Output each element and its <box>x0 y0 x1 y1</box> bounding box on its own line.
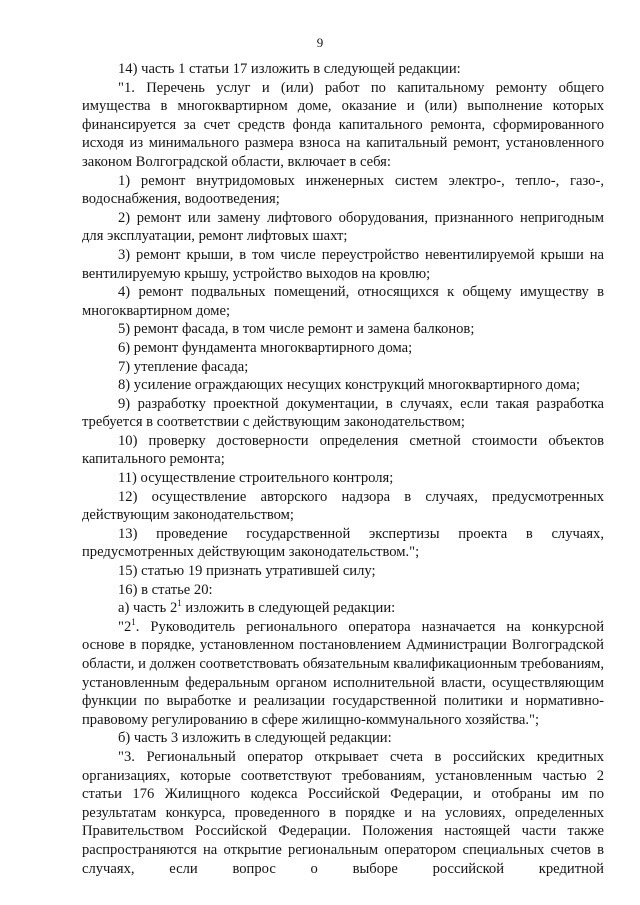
paragraph: 14) часть 1 статьи 17 изложить в следующей редакции: <box>118 61 461 77</box>
paragraph: 16) в статье 20: <box>118 581 213 598</box>
text-segment: а) часть 2 <box>118 600 178 617</box>
list-item: 13) проведение государственной экспертизы проекта в случаях, предусмотренных действующим законодательством."; <box>82 525 604 561</box>
list-item: 5) ремонт фасада, в том числе ремонт и замена балконов; <box>118 321 475 338</box>
paragraph: б) часть 3 изложить в следующей редакции: <box>118 730 392 747</box>
paragraph <box>82 618 604 730</box>
paragraph <box>82 599 604 618</box>
page-number: 9 <box>316 35 324 50</box>
text-segment: изложить в следующей редакции: <box>181 600 396 617</box>
list-item: 6) ремонт фундамента многоквартирного дома; <box>118 339 413 356</box>
list-item: 3) ремонт крыши, в том числе переустройство невентилируемой крыши на вентилируемую крышу, устройство выходов на кровлю; <box>82 246 604 282</box>
list-item: 12) осуществление авторского надзора в случаях, предусмотренных действующим законодательством; <box>82 488 604 524</box>
list-item: 8) усиление ограждающих несущих конструкций многоквартирного дома; <box>118 377 581 394</box>
paragraph: "3. Региональный оператор открывает счета в российских кредитных организациях, которые соответствуют требованиям, установленным частью 2 статьи 176 Жилищного кодекса Российской Федерации, и отобраны им по результатам конкурса, проведенного в порядке и на условиях, определенных Правительством Российской Федерации. Положения настоящей части также распространяются на открытие региональным оператором специальных счетов в случаях, если вопрос о выборе российской кредитной <box>82 748 604 877</box>
paragraph: "1. Перечень услуг и (или) работ по капитальному ремонту общего имущества в многоквартирном доме, оказание и (или) выполнение которых финансируется за счет средств фонда капитального ремонта, сформированного исходя из минимального размера взноса на капитальный ремонт, установленного законом Волгоградской области, включает в себя: <box>82 79 604 170</box>
paragraph: 15) статью 19 признать утратившей силу; <box>118 563 376 580</box>
list-item: 7) утепление фасада; <box>118 358 249 375</box>
list-item: 10) проверку достоверности определения сметной стоимости объектов капитального ремонта; <box>82 432 604 468</box>
list-item: 4) ремонт подвальных помещений, относящихся к общему имуществу в многоквартирном доме; <box>82 284 604 319</box>
list-item: 9) разработку проектной документации, в случаях, если такая разработка требуется в соответствии с действующим законодательством; <box>82 395 604 431</box>
list-item: 11) осуществление строительного контроля; <box>118 470 394 487</box>
superscript: 1 <box>131 616 136 627</box>
list-item: 2) ремонт или замену лифтового оборудования, признанного непригодным для эксплуатации, ремонт лифтовых шахт; <box>82 209 604 245</box>
superscript: 1 <box>177 598 182 609</box>
text-segment: "2 <box>118 618 132 635</box>
list-item: 1) ремонт внутридомовых инженерных систем электро-, тепло-, газо-, водоснабжения, водоотведения; <box>82 172 604 208</box>
text-segment: . Руководитель регионального оператора назначается на конкурсной основе в порядке, установленном постановлением Администрации Волгоградской области, и должен соответствовать обязательным квалификационным требованиям, установленным федеральным органом исполнительной власти, осуществляющим функции по выработке и реализации государственной политики и нормативно-правовому регулированию в сфере жилищно-коммунального хозяйства."; <box>82 618 604 728</box>
document-body <box>82 60 604 878</box>
